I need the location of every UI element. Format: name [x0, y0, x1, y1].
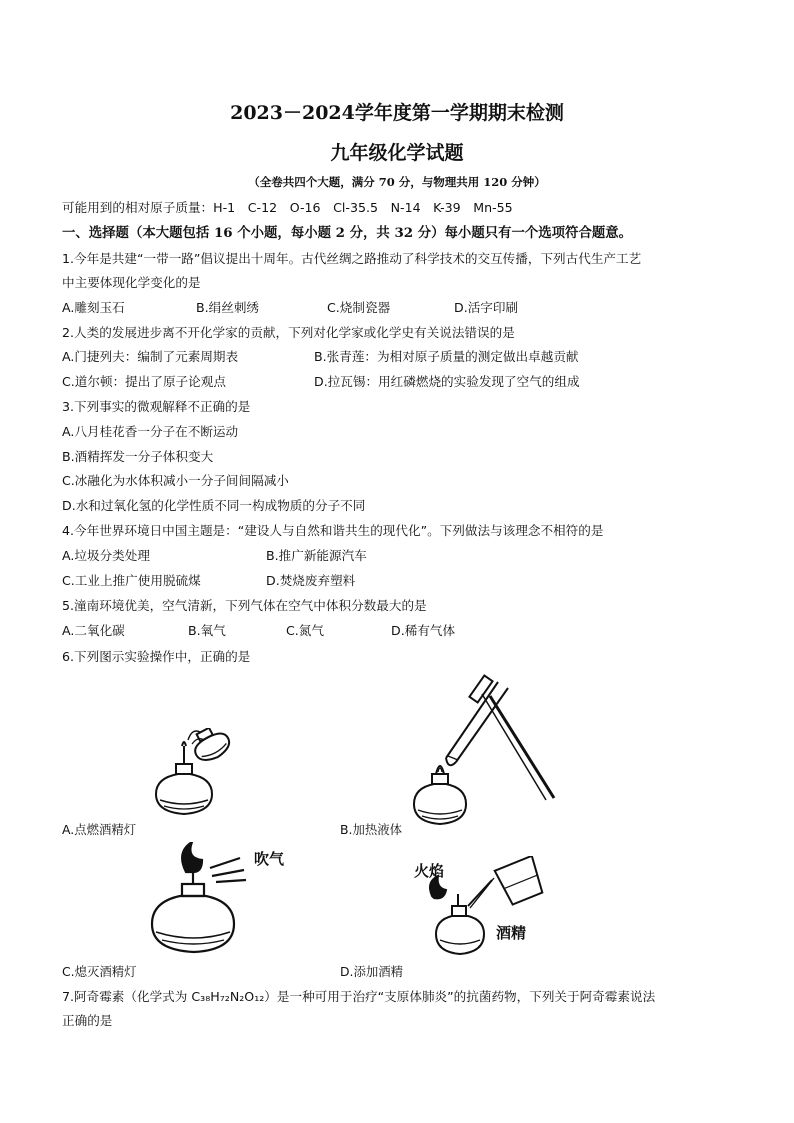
- q5-option-d: D.稀有气体: [391, 623, 456, 638]
- exam-title: 2023－2024学年度第一学期期末检测: [230, 102, 564, 124]
- q1-option-b: B.绢丝刺绣: [196, 300, 260, 315]
- q5-stem: 5.潼南环境优美，空气清新，下列气体在空气中体积分数最大的是: [62, 598, 427, 613]
- q1-stem-line1: 1.今年是共建“一带一路”倡议提出十周年。古代丝绸之路推动了科学技术的交互传播，下列古代生产工艺: [62, 251, 642, 266]
- blow-label: 吹气: [254, 850, 285, 868]
- q5-option-b: B.氧气: [188, 623, 226, 638]
- q3-option-d: D.水和过氧化氢的化学性质不同一构成物质的分子不同: [62, 498, 366, 513]
- section-heading: 一、选择题（本大题包括 16 个小题，每小题 2 分，共 32 分）每小题只有一个选项符合题意。: [62, 225, 633, 241]
- q2-option-a: A.门捷列夫：编制了元素周期表: [62, 349, 239, 364]
- q2-option-b: B.张青莲：为相对原子质量的测定做出卓越贡献: [314, 349, 579, 364]
- q1-option-d: D.活字印刷: [454, 300, 519, 315]
- q4-option-d: D.焚烧废弃塑料: [266, 573, 356, 588]
- alcohol-label: 酒精: [496, 924, 527, 942]
- q6-option-a: A.点燃酒精灯: [62, 822, 137, 837]
- q2-option-c: C.道尔顿：提出了原子论观点: [62, 374, 226, 389]
- q1-stem-line2: 中主要体现化学变化的是: [62, 275, 201, 290]
- figure-light-lamp: [148, 728, 258, 826]
- q7-stem-line2: 正确的是: [62, 1013, 113, 1028]
- test-tube-heating-icon: [408, 674, 578, 832]
- q5-option-c: C.氮气: [286, 623, 324, 638]
- q3-option-b: B.酒精挥发一分子体积变大: [62, 449, 214, 464]
- atomic-masses: 可能用到的相对原子质量：H-1 C-12 O-16 Cl-35.5 N-14 K-39 Mn-55: [62, 200, 513, 215]
- figure-blow-lamp: [146, 842, 296, 960]
- flame-label: 火焰: [414, 862, 445, 880]
- exam-subtitle: 九年级化学试题: [330, 142, 464, 164]
- q1-option-c: C.烧制瓷器: [327, 300, 391, 315]
- q4-option-a: A.垃圾分类处理: [62, 548, 150, 563]
- alcohol-lamp-lighting-icon: [148, 728, 258, 826]
- q7-stem-line1: 7.阿奇霉素（化学式为 C₃₈H₇₂N₂O₁₂）是一种可用于治疗“支原体肺炎”的抗菌药物，下列关于阿奇霉素说法: [62, 989, 656, 1004]
- q3-stem: 3.下列事实的微观解释不正确的是: [62, 399, 251, 414]
- q3-option-a: A.八月桂花香一分子在不断运动: [62, 424, 239, 439]
- q3-option-c: C.冰融化为水体积减小一分子间间隔减小: [62, 473, 289, 488]
- q4-stem: 4.今年世界环境日中国主题是：“建设人与自然和谐共生的现代化”。下列做法与该理念不相符的是: [62, 523, 604, 538]
- q6-option-b: B.加热液体: [340, 822, 403, 837]
- q4-option-b: B.推广新能源汽车: [266, 548, 367, 563]
- q4-option-c: C.工业上推广使用脱硫煤: [62, 573, 201, 588]
- exam-note: （全卷共四个大题，满分 70 分，与物理共用 120 分钟）: [248, 175, 546, 189]
- q5-option-a: A.二氧化碳: [62, 623, 125, 638]
- q1-option-a: A.雕刻玉石: [62, 300, 125, 315]
- q6-option-c: C.熄灭酒精灯: [62, 964, 137, 979]
- figure-add-alcohol: [412, 856, 552, 960]
- q6-stem: 6.下列图示实验操作中，正确的是: [62, 649, 251, 664]
- figure-heat-liquid: [408, 674, 578, 832]
- q6-option-d: D.添加酒精: [340, 964, 404, 979]
- q2-stem: 2.人类的发展进步离不开化学家的贡献，下列对化学家或化学史有关说法错误的是: [62, 325, 515, 340]
- q2-option-d: D.拉瓦锡：用红磷燃烧的实验发现了空气的组成: [314, 374, 580, 389]
